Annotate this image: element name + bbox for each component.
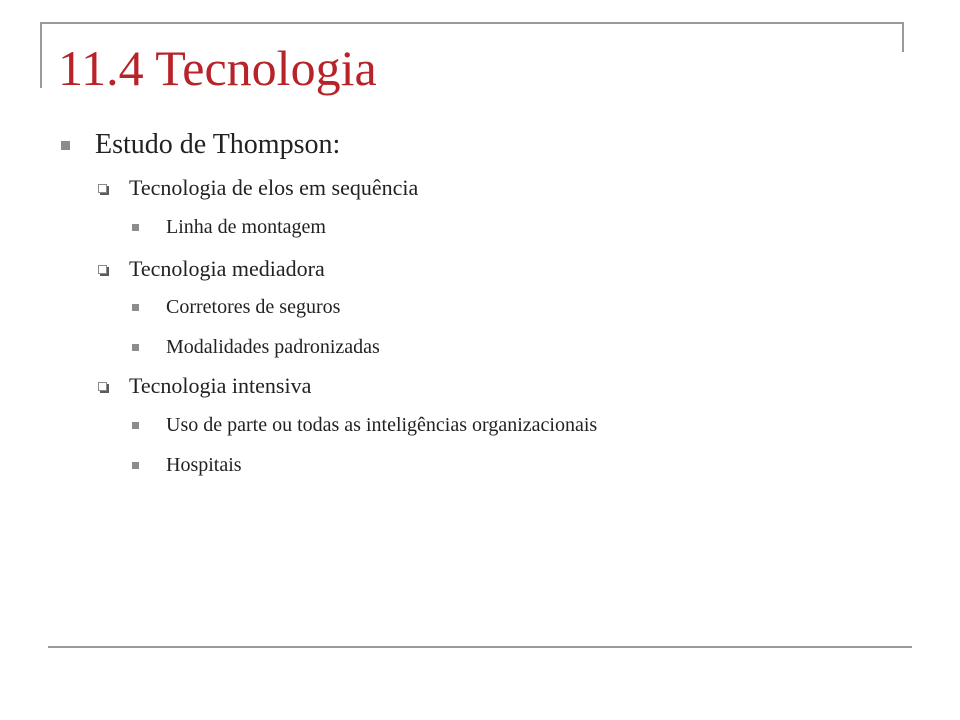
square-bullet-icon [132, 422, 139, 429]
square-bullet-icon [61, 141, 70, 150]
sub-sub-bullet-text: Corretores de seguros [166, 296, 341, 318]
sub-sub-bullet-item [166, 452, 242, 478]
sub-bullet-item [129, 174, 418, 202]
square-bullet-icon [132, 462, 139, 469]
bullet-item [95, 128, 340, 162]
sub-sub-bullet-item [166, 294, 340, 320]
sub-sub-bullet-text: Hospitais [166, 454, 242, 476]
sub-bullet-text: Tecnologia mediadora [129, 256, 325, 281]
sub-sub-bullet-item [166, 334, 380, 360]
sub-sub-bullet-item [166, 412, 597, 438]
square-bullet-icon [132, 304, 139, 311]
checkbox-bullet-icon [98, 382, 107, 391]
checkbox-bullet-icon [98, 265, 107, 274]
sub-bullet-item [129, 372, 311, 400]
slide-title: 11.4 Tecnologia [58, 40, 377, 96]
square-bullet-icon [132, 344, 139, 351]
sub-bullet-item [129, 255, 325, 283]
sub-sub-bullet-item [166, 214, 326, 240]
square-bullet-icon [132, 224, 139, 231]
sub-bullet-text: Tecnologia de elos em sequência [129, 175, 419, 200]
sub-bullet-text: Tecnologia intensiva [129, 373, 312, 398]
sub-sub-bullet-text: Modalidades padronizadas [166, 336, 380, 358]
sub-sub-bullet-text: Linha de montagem [166, 216, 326, 238]
sub-sub-bullet-text: Uso de parte ou todas as inteligências organizacionais [166, 414, 598, 436]
bullet-text: Estudo de Thompson: [95, 129, 341, 160]
checkbox-bullet-icon [98, 184, 107, 193]
bottom-rule [48, 646, 912, 648]
